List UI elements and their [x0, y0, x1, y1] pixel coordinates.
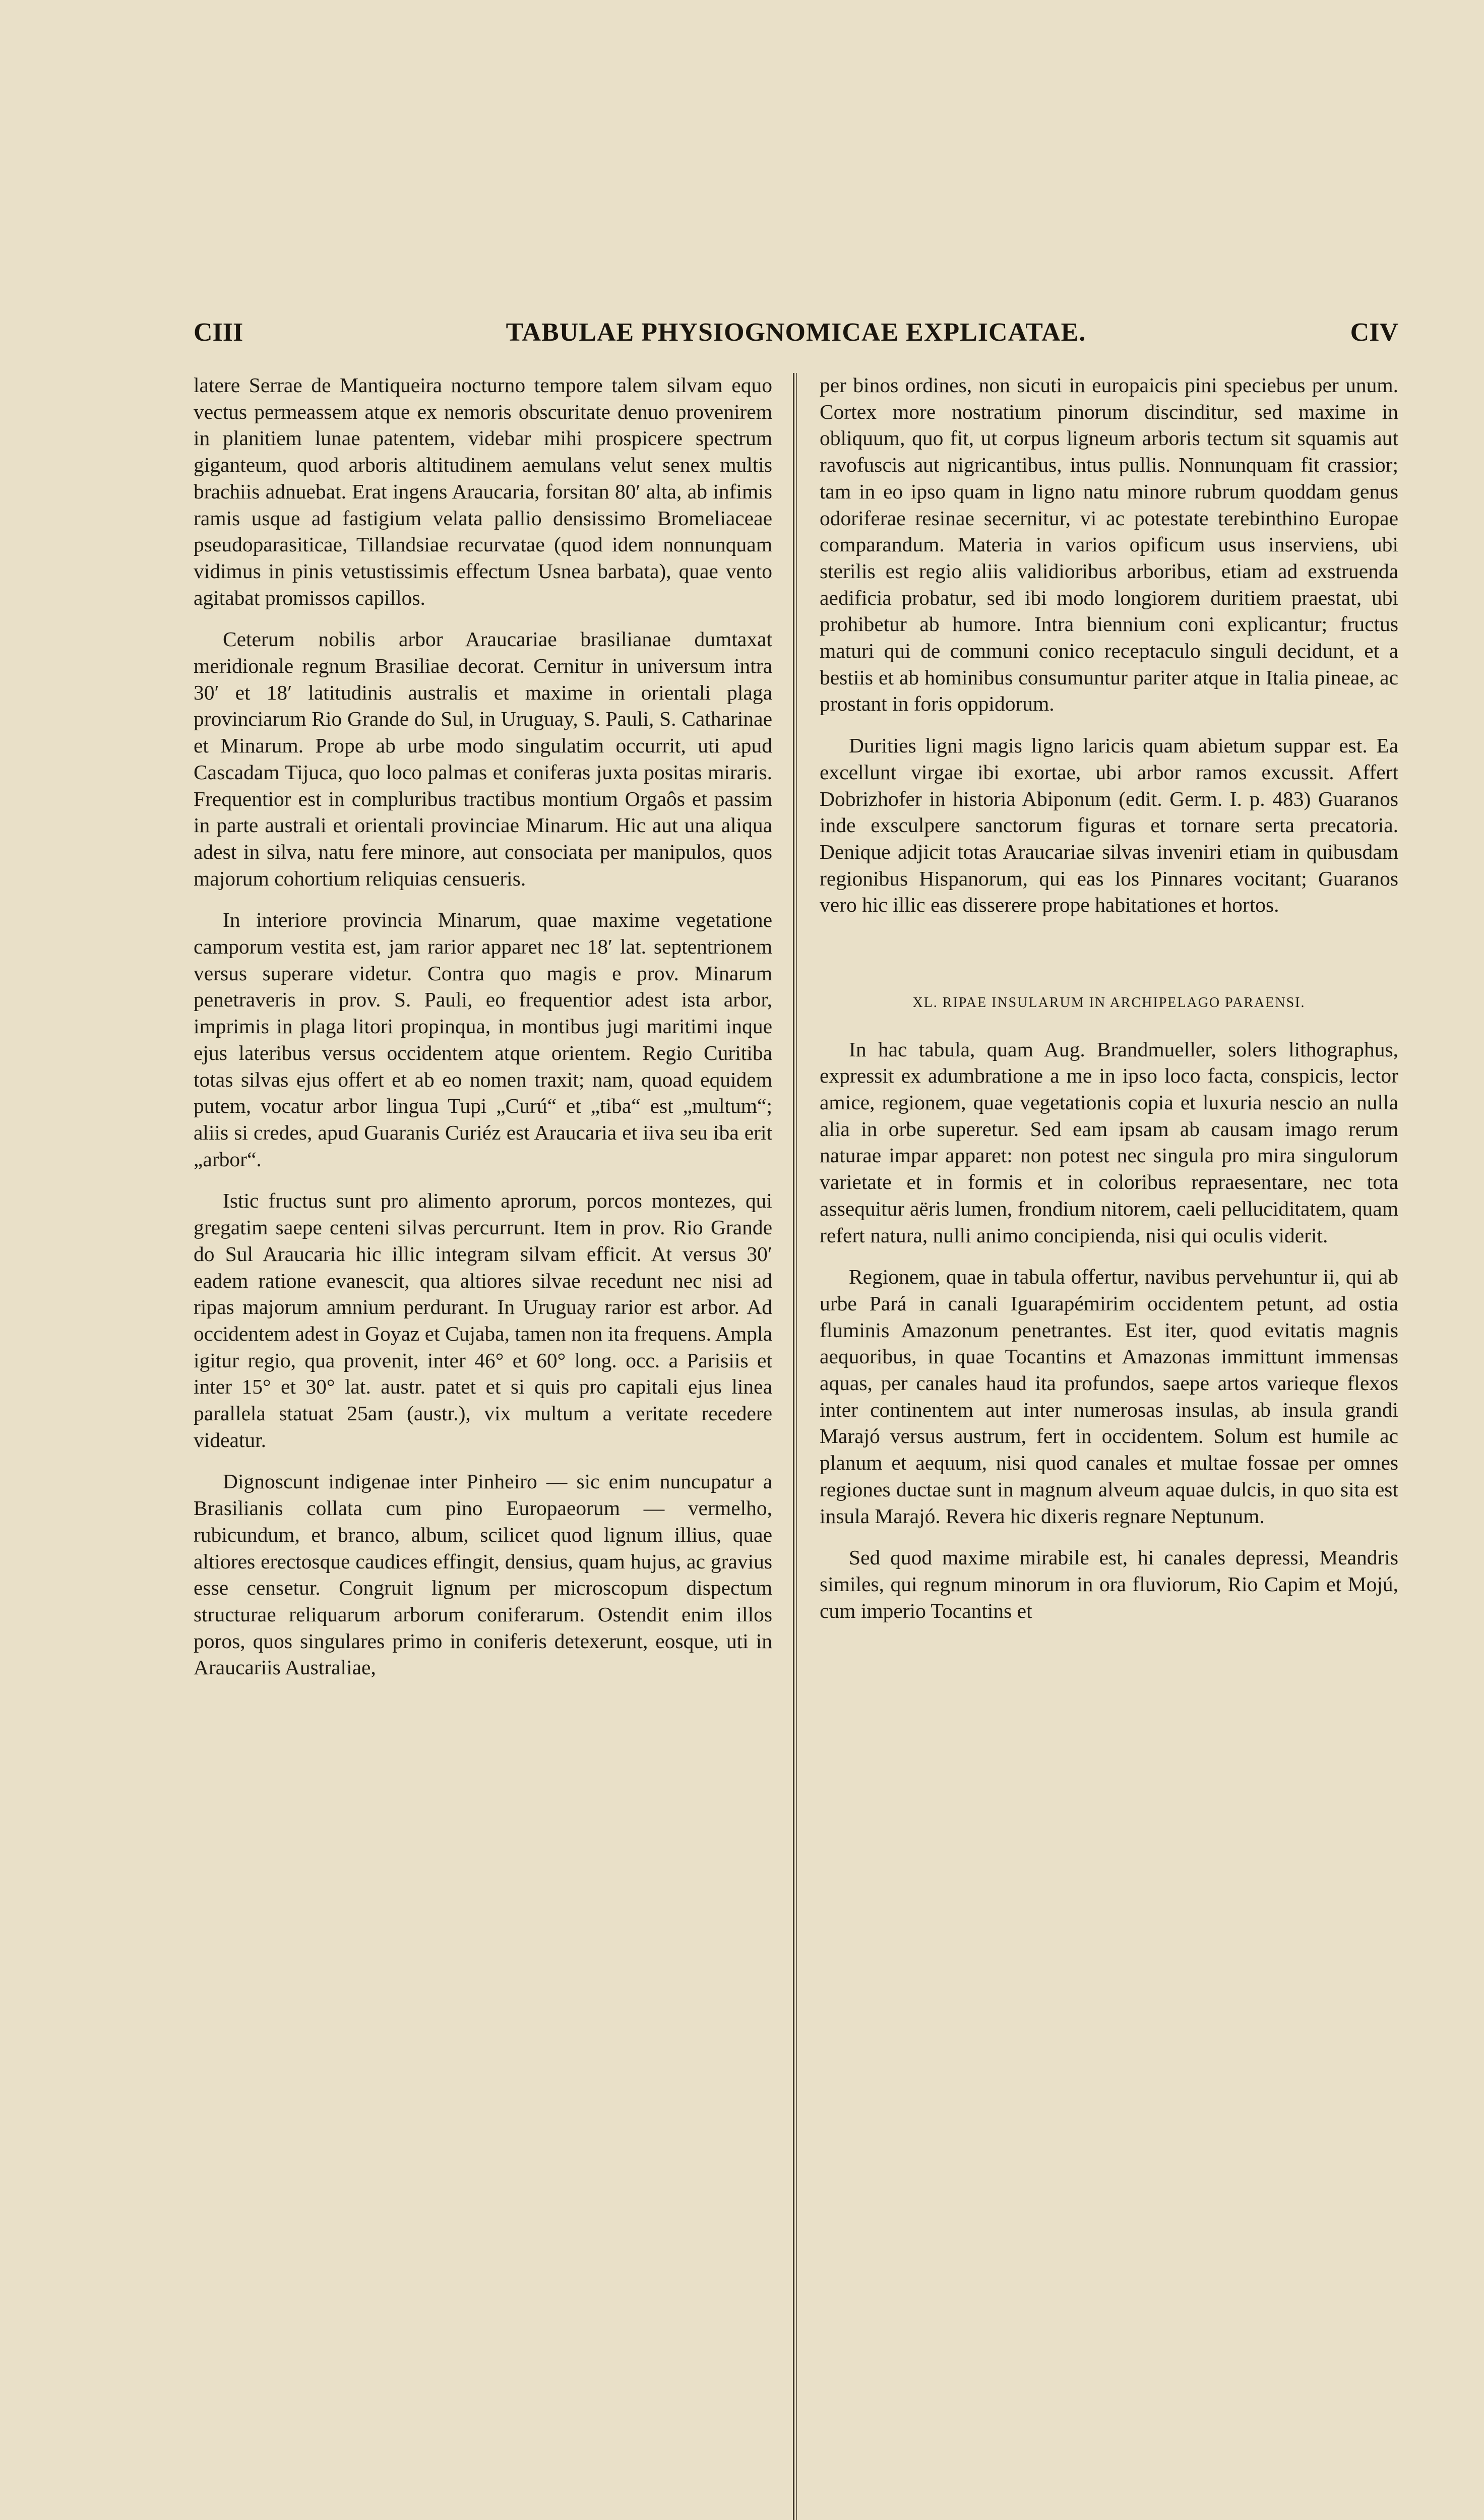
- paragraph: Dignoscunt indigenae inter Pinheiro — sic enim nuncupatur a Brasilianis collata cum pino Europaeorum — vermelho, rubicundum, et branco, album, scilicet quod lignum illius, quae altiores erectosque caudices effingit, densius, quam hujus, ac gravius esse censetur. Congruit lignum per microscopum dispectum structurae reliquarum arborum coniferarum. Ostendit enim illos poros, quos singulares primo in coniferis detexerunt, eosque, uti in Araucariis Australiae,: [194, 1470, 772, 1679]
- column-divider: [796, 373, 797, 2520]
- paragraph: In interiore provincia Minarum, quae maxime vegetatione camporum vestita est, jam rarior apparet nec 18′ lat. septentrionem versus superare videtur. Contra quo magis e prov. Minarum penetraveris in prov. S. Pauli, eo frequentior adest ista arbor, imprimis in plaga litori propinqua, in montibus jugi maritimi inque ejus lateribus versus occidentem atque orientem. Regio Curitiba totas silvas ejus offert et ab eo nomen traxit; nam, quoad equidem putem, vocatur arbor lingua Tupi „Curú“ et „tiba“ est „multum“; aliis si credes, apud Guaranis Curiéz est Araucaria et iiva seu iba erit „arbor“.: [194, 908, 772, 1171]
- paragraph: Regionem, quae in tabula offertur, navibus pervehuntur ii, qui ab urbe Pará in canali Iguarapémirim occidentem petunt, ad ostia fluminis Amazonum penetrantes. Est iter, quod evitatis magnis aequoribus, in quae Tocantins et Amazonas immittunt immensas aquas, per canales haud ita profundos, saepe artos varieque flexos inter continentem aut inter numerosas insulas, ab insula grandi Marajó versus austrum, fert in occidentem. Solum est humile ac planum et aequum, nisi quod canales et multae fossae per omnes regiones ductae sunt in magnum alveum aquae dulcis, in quo sita est insula Marajó. Revera hic dixeris regnare Neptunum.: [820, 1265, 1398, 1528]
- paragraph: Istic fructus sunt pro alimento aprorum, porcos montezes, qui gregatim saepe centeni silvas percurrunt. Item in prov. Rio Grande do Sul Araucaria hic illic integram silvam efficit. At versus 30′ eadem ratione evanescit, qua altiores silvae recedunt nec nisi ad ripas majorum amnium perdurant. In Uruguay rarior est arbor. Ad occidentem adest in Goyaz et Cujaba, tamen non ita frequens. Ampla igitur regio, qua provenit, inter 46° et 60° long. occ. a Parisiis et inter 15° et 30° lat. austr. patet et si quis pro capitali ejus linea parallela statuat 25am (austr.), vix multum a veritate recedere videatur.: [194, 1189, 772, 1452]
- running-header: [194, 318, 1398, 358]
- column-divider: [793, 373, 794, 2520]
- right-page-number: CIV: [1350, 318, 1398, 347]
- paragraph: In hac tabula, quam Aug. Brandmueller, solers lithographus, expressit ex adumbratione a me in ipso loco facta, conspicis, lector amice, regionem, quae vegetationis copia et luxuria nescio an nulla alia in orbe superetur. Sed eam ipsam ab causam imago rerum naturae impar apparet: non potest nec singula pro mira singulorum varietate et in formis et in coloribus repraesentare, nec tota assequitur aëris lumen, frondium nitorem, caeli pelluciditatem, quam refert natura, nulli animo concipienda, nisi qui oculis viderit.: [820, 1037, 1398, 1247]
- paragraph: Ceterum nobilis arbor Araucariae brasilianae dumtaxat meridionale regnum Brasiliae decorat. Cernitur in universum intra 30′ et 18′ latitudinis australis et maxime in orientali plaga provinciarum Rio Grande do Sul, in Uruguay, S. Pauli, S. Catharinae et Minarum. Prope ab urbe modo singulatim occurrit, uti apud Cascadam Tijuca, quo loco palmas et coniferas juxta positas miraris. Frequentior est in compluribus tractibus montium Orgaôs et passim in parte australi et orientali provinciae Minarum. Hic aut una aliqua adest in silva, natu fere minore, aut consociata per manipulos, quos majorum cohortium reliquias censueris.: [194, 627, 772, 890]
- paragraph: Durities ligni magis ligno laricis quam abietum suppar est. Ea excellunt virgae ibi exortae, ubi arbor ramos excussit. Affert Dobrizhofer in historia Abiponum (edit. Germ. I. p. 483) Guaranos inde exsculpere sanctorum figuras et tornare serta precatoria. Denique adjicit totas Araucariae silvas inveniri etiam in quibusdam regionibus Hispanorum, qui eas los Pinnares vocitant; Guaranos vero hic illic eas disserere prope habitationes et hortos.: [820, 734, 1398, 917]
- paragraph: latere Serrae de Mantiqueira nocturno tempore talem silvam equo vectus permeassem atque ex nemoris obscuritate denuo provenirem in planitiem lunae patentem, videbar mihi prospicere spectrum giganteum, quod arboris altitudinem aemulans velut senex multis brachiis adnuebat. Erat ingens Araucaria, forsitan 80′ alta, ab infimis ramis usque ad fastigium velata pallio densissimo Bromeliaceae pseudoparasiticae, Tillandsiae recurvatae (quod idem nonnunquam vidimus in pinis vetustissimis effectum Usnea barbata), quae vento agitabat promissos capillos.: [194, 373, 772, 609]
- page-title: TABULAE PHYSIOGNOMICAE EXPLICATAE.: [506, 318, 1086, 347]
- left-page-number: CIII: [194, 318, 243, 347]
- paragraph: per binos ordines, non sicuti in europaicis pini speciebus per unum. Cortex more nostratium pinorum discinditur, sed maxime in obliquum, quo fit, ut corpus ligneum arboris tectum sit squamis aut ravofuscis aut nigricantibus, intus pullis. Nonnunquam fit crassior; tam in eo ipso quam in ligno natu minore rubrum quoddam genus odoriferae resinae secernitur, vi ac potestate terebinthino Europae comparandum. Materia in varios opificum usus inserviens, ubi sterilis est regio aliis validioribus arboribus, etiam ad exstruenda aedificia probatur, sed ibi modo longiorem duritiem praestat, ubi prohibetur ab humore. Intra biennium coni explicantur; fructus maturi qui de communi conico receptaculo singuli decidunt, et a bestiis et ab hominibus consumuntur pariter atque in Italia pineae, ac prostant in foris oppidorum.: [820, 373, 1398, 716]
- paragraph: Sed quod maxime mirabile est, hi canales depressi, Meandris similes, qui regnum minorum in ora fluviorum, Rio Capim et Mojú, cum imperio Tocantins et: [820, 1546, 1398, 1622]
- left-column: [194, 372, 772, 1696]
- section-heading: XL. RIPAE INSULARUM IN ARCHIPELAGO PARAENSI.: [912, 995, 1306, 1011]
- right-column: [820, 372, 1398, 1639]
